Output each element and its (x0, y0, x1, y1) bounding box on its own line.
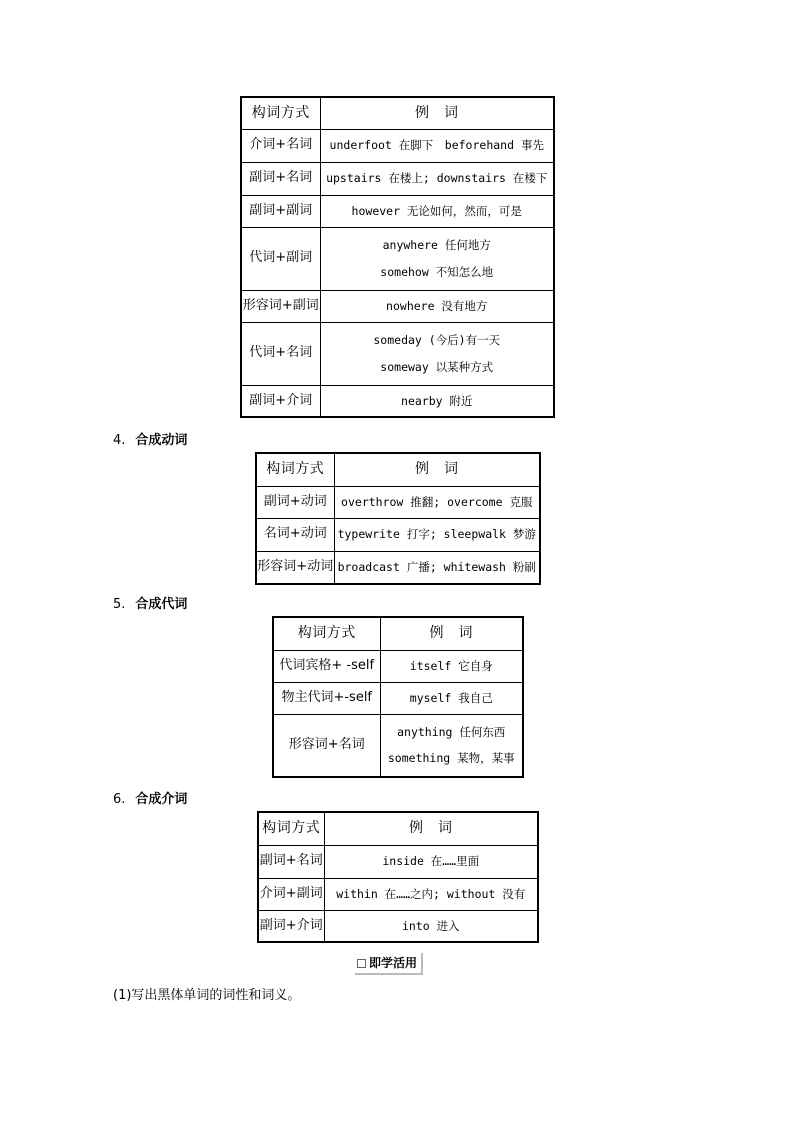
section-6-heading (113, 788, 187, 807)
task-instruction: (1)写出黑体单词的词性和词义。 (113, 988, 301, 1003)
section-number: 5. (113, 597, 126, 612)
section-title: 合成动词 (135, 433, 188, 448)
example-line: into 进入 (401, 918, 460, 933)
section-title: 合成介词 (135, 792, 188, 807)
compound-verb-table (255, 452, 541, 585)
table-row (241, 227, 554, 290)
example-line: nearby 附近 (401, 393, 473, 408)
formation-method: 形容词+动词 (256, 551, 334, 584)
example-line: underfoot 在脚下 beforehand 事先 (329, 138, 544, 153)
example-line: anything 任何东西 (397, 724, 506, 739)
example-words (324, 845, 538, 878)
example-line: someway 以某种方式 (380, 359, 494, 374)
formation-method: 介词+副词 (258, 878, 324, 910)
example-header: 例 词 (320, 97, 554, 129)
example-line: upstairs 在楼上; downstairs 在楼下 (326, 171, 548, 186)
section-5-heading (113, 593, 187, 612)
method-header: 构词方式 (258, 812, 324, 845)
section-number: 6. (113, 792, 126, 807)
example-header: 例 词 (334, 453, 540, 486)
formation-method: 副词+名词 (241, 162, 320, 195)
table-row (241, 385, 554, 417)
example-words (320, 227, 554, 290)
table-row (273, 650, 523, 682)
example-words (324, 878, 538, 910)
example-words (320, 290, 554, 322)
table3-body (273, 617, 523, 777)
example-words (320, 385, 554, 417)
table-header-row (273, 617, 523, 650)
example-line: typewrite 打字; sleepwalk 梦游 (337, 527, 536, 542)
table-row (256, 518, 540, 551)
table-header-row (256, 453, 540, 486)
compound-adverb-table (240, 96, 555, 418)
method-header: 构词方式 (241, 97, 320, 129)
table-row (258, 910, 538, 942)
formation-method: 代词+副词 (241, 227, 320, 290)
table4-body (258, 812, 538, 942)
table-row (256, 486, 540, 518)
formation-method: 代词+名词 (241, 322, 320, 385)
example-line: itself 它自身 (409, 658, 493, 673)
table-row (241, 322, 554, 385)
section-title: 合成代词 (135, 597, 188, 612)
formation-method: 副词+介词 (258, 910, 324, 942)
example-words (334, 551, 540, 584)
formation-method: 物主代词+-self (273, 682, 380, 714)
example-line: broadcast 广播; whitewash 粉刷 (337, 560, 536, 575)
table-header-row (258, 812, 538, 845)
formation-method: 副词+动词 (256, 486, 334, 518)
example-words (320, 322, 554, 385)
table-row (258, 878, 538, 910)
example-header: 例 词 (380, 617, 523, 650)
example-words (380, 714, 523, 777)
formation-method: 副词+介词 (241, 385, 320, 417)
formation-method: 名词+动词 (256, 518, 334, 551)
compound-preposition-table (257, 811, 539, 943)
example-words (320, 195, 554, 227)
example-line: within 在……之内; without 没有 (336, 886, 526, 901)
example-line: overthrow 推翻; overcome 克服 (341, 494, 533, 509)
table-row (256, 551, 540, 584)
method-header: 构词方式 (273, 617, 380, 650)
formation-method: 副词+副词 (241, 195, 320, 227)
table1-body (241, 97, 554, 417)
practice-badge-label: 即学活用 (369, 956, 418, 970)
formation-method: 形容词+副词 (241, 290, 320, 322)
table-row (241, 162, 554, 195)
example-words (334, 518, 540, 551)
practice-badge (355, 953, 423, 975)
example-words (380, 650, 523, 682)
example-line: myself 我自己 (409, 690, 493, 705)
example-line: somehow 不知怎么地 (380, 264, 494, 279)
table-row (241, 129, 554, 162)
example-words (380, 682, 523, 714)
table-header-row (241, 97, 554, 129)
example-line: anywhere 任何地方 (382, 238, 491, 253)
formation-method: 副词+名词 (258, 845, 324, 878)
example-words (320, 129, 554, 162)
table-row (258, 845, 538, 878)
method-header: 构词方式 (256, 453, 334, 486)
example-words (334, 486, 540, 518)
section-number: 4. (113, 433, 126, 448)
example-line: however 无论如何，然而，可是 (351, 203, 522, 218)
compound-pronoun-table (272, 616, 524, 778)
table2-body (256, 453, 540, 584)
table-row (273, 714, 523, 777)
formation-method: 介词+名词 (241, 129, 320, 162)
square-bullet-icon (357, 959, 366, 968)
example-line: inside 在……里面 (382, 854, 480, 869)
example-words (324, 910, 538, 942)
formation-method: 形容词+名词 (273, 714, 380, 777)
example-header: 例 词 (324, 812, 538, 845)
table-row (273, 682, 523, 714)
table-row (241, 290, 554, 322)
table-row (241, 195, 554, 227)
example-words (320, 162, 554, 195)
example-line: someday (今后)有一天 (373, 333, 501, 348)
example-line: nowhere 没有地方 (386, 298, 488, 313)
formation-method: 代词宾格+ -self (273, 650, 380, 682)
section-4-heading (113, 429, 187, 448)
example-line: something 某物，某事 (387, 751, 515, 766)
